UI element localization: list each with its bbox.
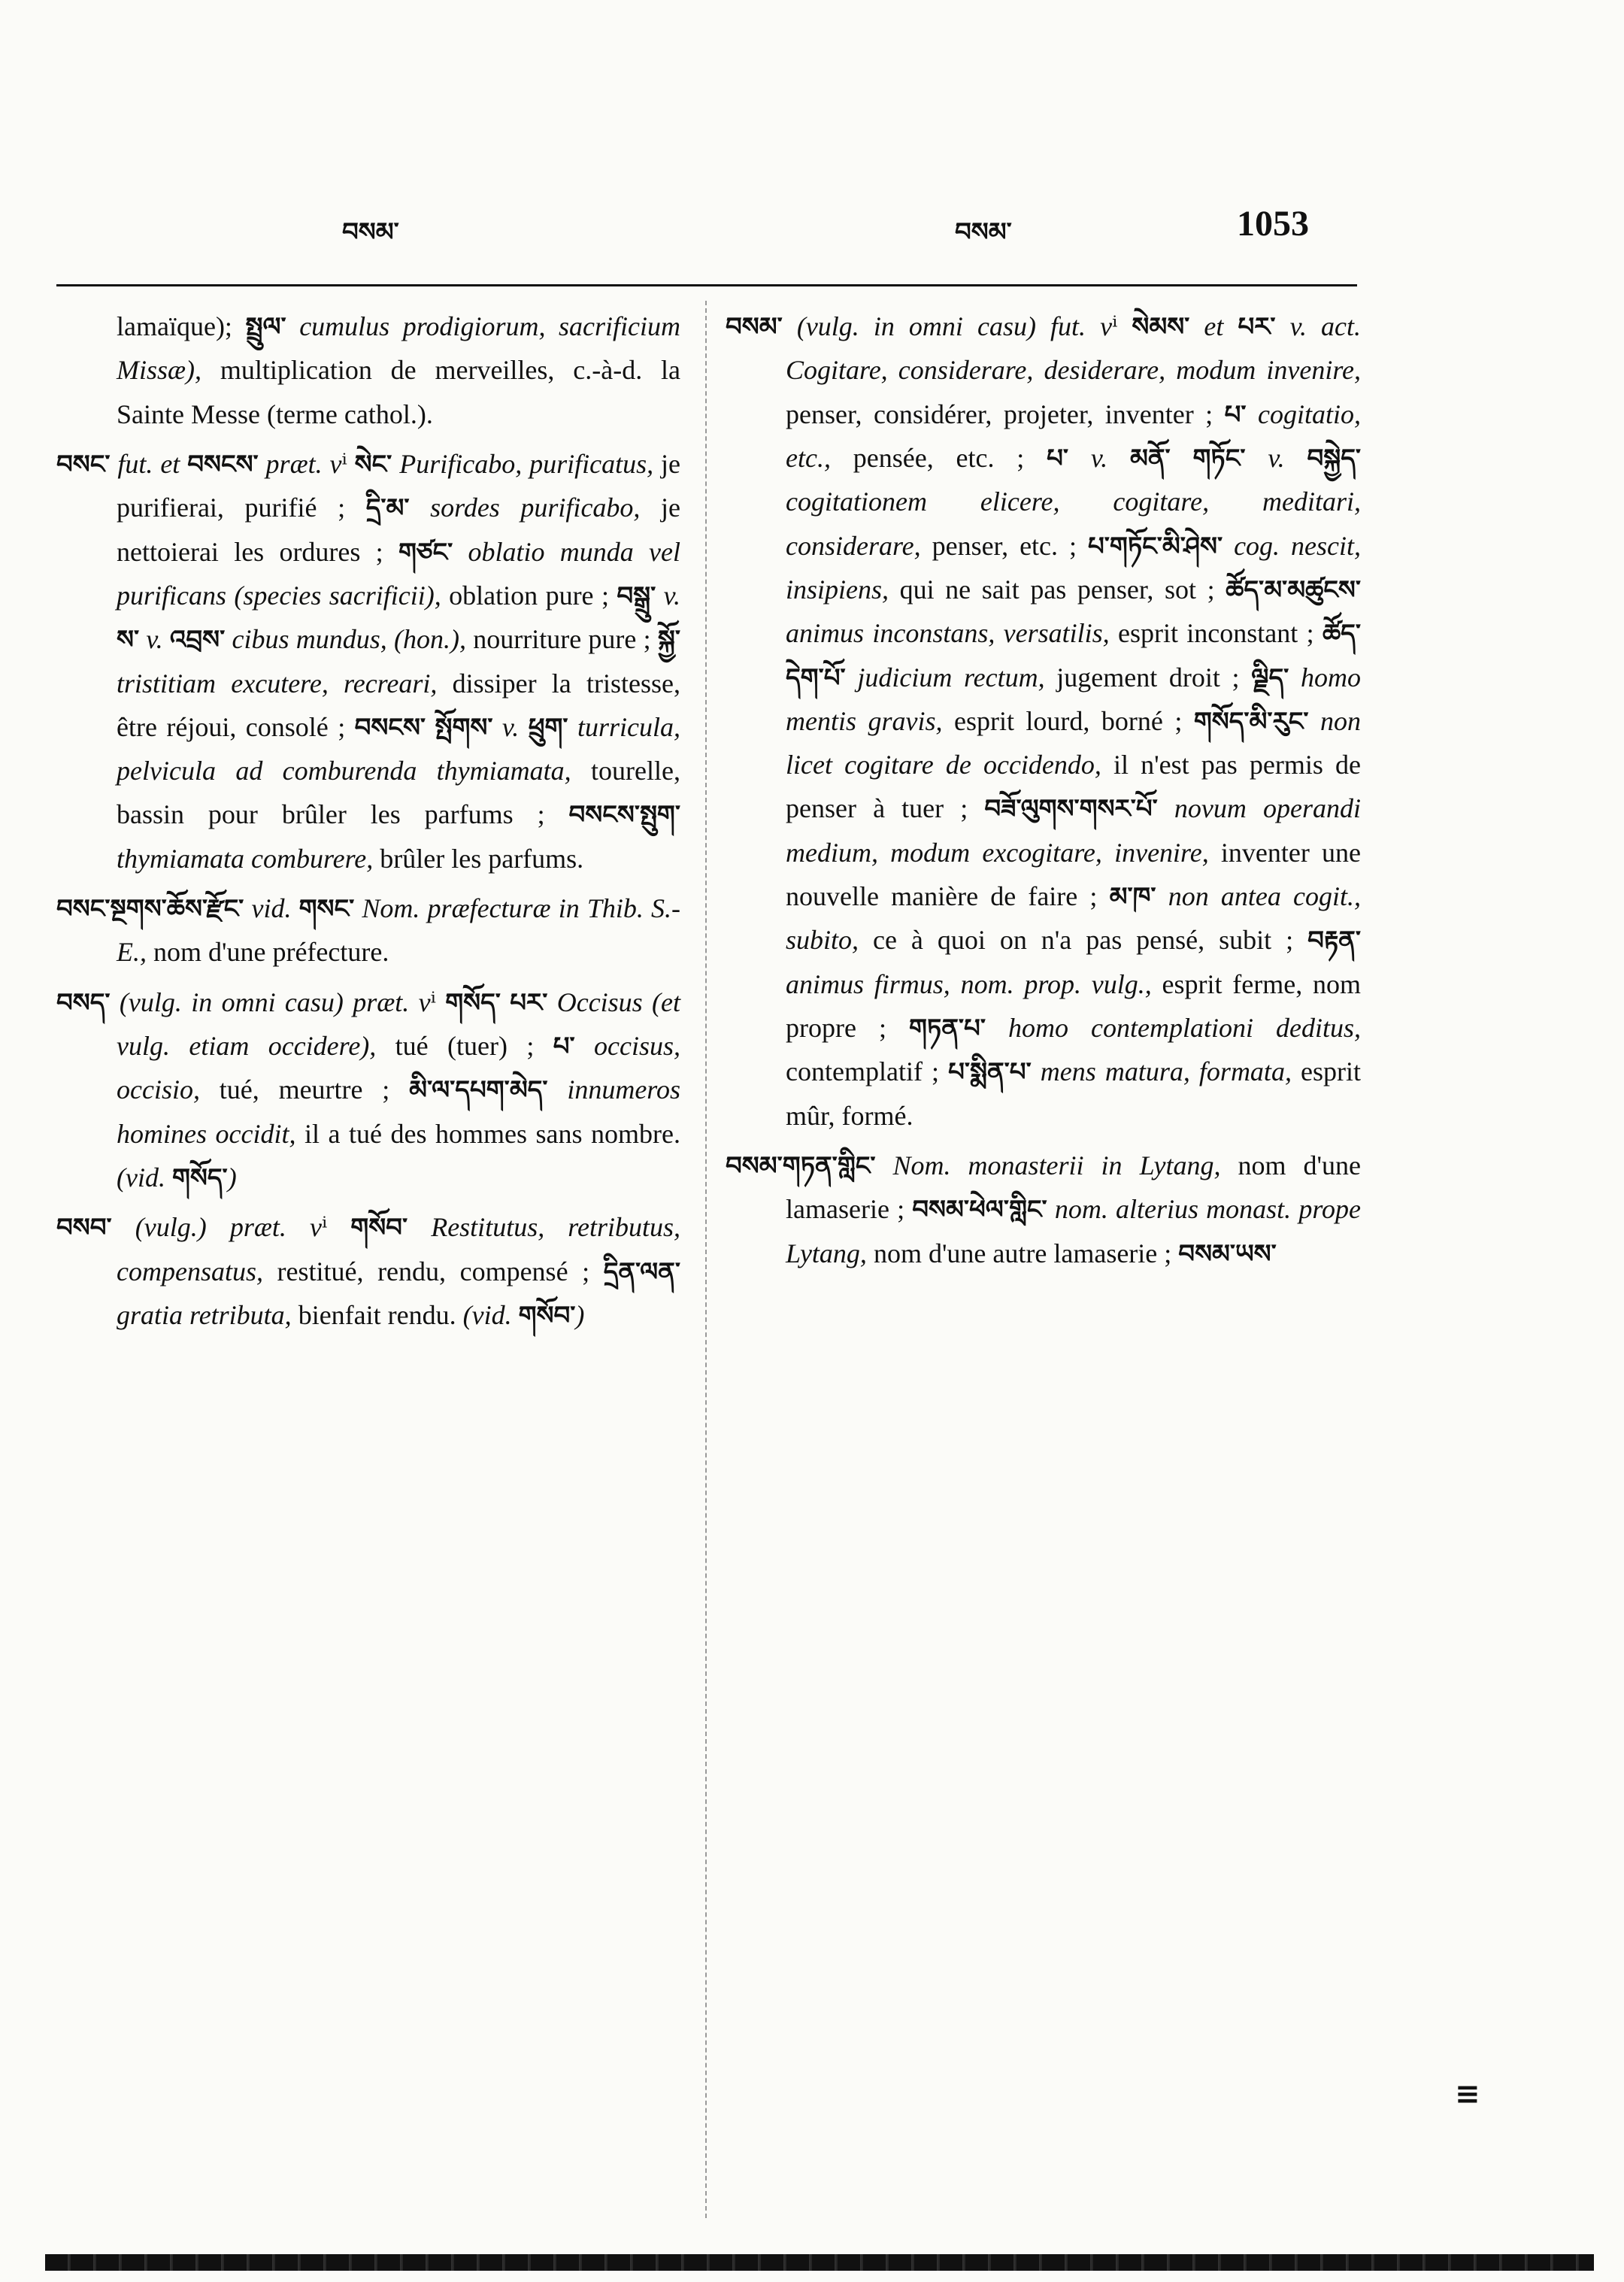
latin-gloss: (vulg.) præt. v [111, 1212, 322, 1243]
tibetan-term: གཏོང་ [1192, 443, 1246, 474]
tibetan-term: གསོད་ [171, 1162, 228, 1193]
tibetan-term: བསམ་ཡས་ [1178, 1238, 1277, 1269]
latin-gloss: homo mentis gravis, [786, 662, 1361, 736]
column-divider [705, 301, 707, 2218]
tibetan-term: གཙང་ [398, 537, 453, 568]
french-gloss: contemplatif ; [786, 1056, 949, 1087]
french-gloss: bienfait rendu. [298, 1299, 463, 1330]
running-head-center: བསམ་ [955, 217, 1012, 247]
tibetan-term: བསང་ [56, 449, 111, 480]
tibetan-term: གསང་ [298, 894, 355, 925]
french-gloss: je nettoierai les ordures ; [117, 492, 681, 567]
tibetan-term: པ་ [1224, 399, 1247, 430]
french-gloss: ⁱ [321, 1212, 351, 1243]
tibetan-term: ཕྲུག་ [528, 712, 568, 743]
tibetan-term: པ་གཏོང་མི་ཤེས་ [1087, 531, 1223, 562]
latin-gloss: præt. v [258, 448, 342, 479]
latin-gloss: non antea cogit., subito, [786, 881, 1361, 956]
tibetan-term: དྲིན་ལན་ [603, 1256, 680, 1287]
latin-gloss: homo contemplationi deditus, [985, 1013, 1361, 1043]
latin-gloss: (vid. [117, 1162, 172, 1193]
latin-gloss: sordes purificabo, [409, 492, 662, 523]
french-gloss: nourriture pure ; [473, 624, 658, 655]
tibetan-term: བསད་ [56, 987, 111, 1018]
latin-gloss: occisus, occisio, [117, 1031, 680, 1105]
french-gloss: jugement droit ; [1056, 662, 1252, 692]
french-gloss: ⁱ [430, 986, 446, 1017]
tibetan-term: ལྗིད་ [1251, 662, 1289, 693]
dictionary-entry [56, 305, 680, 436]
french-gloss: tourelle, bassin pour brûler les parfums ; [117, 756, 680, 830]
french-gloss: penser, considérer, projeter, inventer ; [786, 399, 1225, 429]
tibetan-term: གསོད་མི་རུང་ [1193, 706, 1309, 737]
tibetan-term: བསབ་ [56, 1213, 112, 1244]
french-gloss: multiplication de merveilles, c.-à-d. la Sainte Messe (terme cathol.). [117, 355, 681, 429]
tibetan-term: བརྟན་ [1307, 926, 1361, 956]
tibetan-term: ཚོད་མ་མཚུངས་ [1226, 574, 1361, 605]
french-gloss: lamaïque); [117, 311, 246, 341]
tibetan-term: པར་ [510, 987, 548, 1018]
latin-gloss: innumeros homines occidit, [117, 1074, 680, 1149]
tibetan-term: བསྐྱེད་ [1307, 443, 1362, 474]
tibetan-term: གཏན་པ་ [908, 1014, 986, 1044]
french-gloss: ⁱ [1112, 311, 1132, 341]
latin-gloss: (vid. [462, 1299, 519, 1330]
tibetan-term: བཟོ་ལུགས་གསར་པོ་ [984, 794, 1158, 825]
tibetan-term: བསངས་ [187, 449, 259, 480]
latin-gloss: novum operandi medium, modum excogitare, invenire, [786, 793, 1362, 868]
latin-gloss: Purificabo, purificatus, [392, 448, 662, 479]
dictionary-entry [56, 980, 680, 1200]
latin-gloss: v. act. Cogitare, considerare, desiderare, modum invenire, [786, 311, 1361, 386]
tibetan-term: སྤོགས་ [435, 712, 493, 743]
dictionary-entry [56, 886, 680, 974]
tibetan-term: མནོ་ [1130, 443, 1171, 474]
french-gloss: il a tué des hommes sans nombre. [304, 1118, 680, 1149]
latin-gloss: vid. [244, 893, 299, 924]
latin-gloss: v. [656, 580, 680, 611]
latin-gloss: non licet cogitare de occidendo, [786, 705, 1361, 780]
latin-gloss: ) [227, 1162, 237, 1193]
french-gloss [1171, 443, 1193, 473]
french-gloss [426, 712, 435, 742]
latin-gloss: gratia retributa, [117, 1299, 298, 1330]
latin-gloss: et [1189, 311, 1238, 341]
tibetan-term: ས་ [117, 625, 140, 656]
french-gloss: restitué, rendu, compensé ; [277, 1256, 604, 1286]
french-gloss: je purifierai, purifié ; [117, 448, 680, 523]
dictionary-entry [726, 1144, 1361, 1275]
tibetan-term: སེམས་ [1132, 312, 1190, 342]
latin-gloss: judicium rectum, [845, 662, 1057, 692]
left-column [56, 305, 680, 1343]
latin-gloss: nom. alterius monast. prope Lytang, [786, 1194, 1361, 1268]
french-gloss: esprit ferme, nom propre ; [786, 968, 1362, 1043]
latin-gloss: turricula, pelvicula ad comburenda thymiamata, [117, 711, 680, 786]
latin-gloss: (vulg. in omni casu) præt. v [110, 986, 431, 1017]
tibetan-term: བསྒྲུ་ [617, 580, 656, 611]
tibetan-term: པར་ [1238, 312, 1276, 342]
latin-gloss: Restitutus, retributus, compensatus, [117, 1212, 680, 1286]
margin-mark: ≡ [1455, 2077, 1480, 2111]
scan-edge-bar [45, 2254, 1594, 2271]
tibetan-term: བསངས་སྤུག་ [568, 800, 680, 831]
french-gloss: ⁱ [341, 448, 355, 479]
tibetan-term: སེང་ [354, 449, 392, 480]
latin-gloss: (vulg. in omni casu) fut. v [782, 311, 1113, 341]
dictionary-entry [56, 442, 680, 880]
tibetan-term: བསང་སྔགས་ཆོས་རྫོང་ [56, 894, 244, 925]
french-gloss: dissiper la tristesse, être réjoui, consolé ; [117, 668, 680, 742]
latin-gloss: ) [575, 1299, 585, 1330]
latin-gloss: cibus mundus, (hon.), [225, 624, 474, 655]
latin-gloss: cumulus prodigiorum, sacrificium Missæ), [117, 311, 681, 386]
tibetan-term: པ་སྨིན་པ་ [948, 1057, 1032, 1088]
tibetan-term: པ་ [1047, 443, 1069, 474]
tibetan-term: སྐྱོ་ [657, 625, 681, 656]
tibetan-term: འབྲས་ [169, 625, 226, 656]
french-gloss: il n'est pas permis de penser à tuer ; [786, 750, 1361, 824]
french-gloss: inventer une nouvelle manière de faire ; [786, 837, 1361, 912]
latin-gloss: cogitationem elicere, cogitare, meditari, considerare, [786, 486, 1361, 561]
tibetan-term: བསམ་ [726, 312, 783, 342]
tibetan-term: གསོབ་ [350, 1213, 408, 1244]
latin-gloss: v. [139, 624, 170, 655]
french-gloss: qui ne sait pas penser, sot ; [899, 574, 1226, 605]
tibetan-term: བསངས་ [354, 712, 426, 743]
latin-gloss: cogitatio, etc., [786, 399, 1361, 473]
latin-gloss: animus inconstans, versatilis, [786, 618, 1118, 649]
french-gloss: esprit inconstant ; [1118, 618, 1323, 649]
latin-gloss: thymiamata comburere, [117, 843, 380, 874]
french-gloss: oblation pure ; [449, 580, 617, 611]
latin-gloss: Nom. præfecturæ in Thib. S.-E., [117, 893, 681, 968]
tibetan-term: བསམ་གཏན་གླིང་ [726, 1150, 876, 1181]
latin-gloss: Nom. monasterii in Lytang, [875, 1150, 1238, 1180]
latin-gloss: mens matura, formata, [1031, 1056, 1301, 1087]
french-gloss: esprit lourd, borné ; [953, 705, 1194, 736]
right-column [726, 305, 1361, 1281]
french-gloss: brûler les parfums. [380, 843, 584, 874]
header-rule [56, 284, 1357, 286]
latin-gloss: oblatio munda vel purificans (species sacrificii), [117, 536, 681, 611]
latin-gloss: animus firmus, nom. prop. vulg., [786, 968, 1162, 999]
tibetan-term: སྤྲུལ་ [245, 312, 286, 342]
tibetan-term: པ་ [553, 1032, 575, 1062]
french-gloss: nom d'une lamaserie ; [786, 1150, 1361, 1225]
latin-gloss: tristitiam excutere, recreari, [117, 668, 453, 699]
tibetan-term: མ་ཁ་ [1109, 882, 1156, 913]
latin-gloss: v. [1245, 442, 1307, 473]
french-gloss: penser, etc. ; [932, 530, 1088, 561]
latin-gloss: fut. et [110, 448, 188, 479]
french-gloss: esprit mûr, formé. [786, 1056, 1361, 1131]
french-gloss: nom d'une autre lamaserie ; [873, 1238, 1179, 1268]
latin-gloss: v. [492, 711, 529, 742]
tibetan-term: གསོབ་ [518, 1300, 576, 1331]
french-gloss: tué, meurtre ; [219, 1074, 410, 1105]
tibetan-term: མི་ལ་དཔག་མེད་ [409, 1075, 548, 1106]
french-gloss: ce à quoi on n'a pas pensé, subit ; [872, 925, 1308, 956]
tibetan-term: གསོད་ [445, 987, 501, 1018]
latin-gloss: v. [1068, 442, 1130, 473]
french-gloss: nom d'une préfecture. [153, 937, 389, 968]
latin-gloss: Occisus (et vulg. etiam occidere), [117, 986, 681, 1061]
french-gloss: pensée, etc. ; [853, 442, 1047, 473]
tibetan-term: དྲི་མ་ [365, 493, 410, 524]
dictionary-entry [726, 305, 1361, 1138]
latin-gloss: cog. nescit, insipiens, [786, 530, 1361, 605]
french-gloss [501, 987, 510, 1017]
dictionary-entry [56, 1205, 680, 1337]
page-number: 1053 [1237, 204, 1309, 244]
french-gloss: tué (tuer) ; [395, 1031, 553, 1061]
tibetan-term: བསམ་ཕེལ་གླིང་ [912, 1195, 1047, 1226]
running-head-left: བསམ་ [342, 217, 399, 247]
tibetan-term: ཚོད་དེག་པོ་ [786, 619, 1361, 693]
